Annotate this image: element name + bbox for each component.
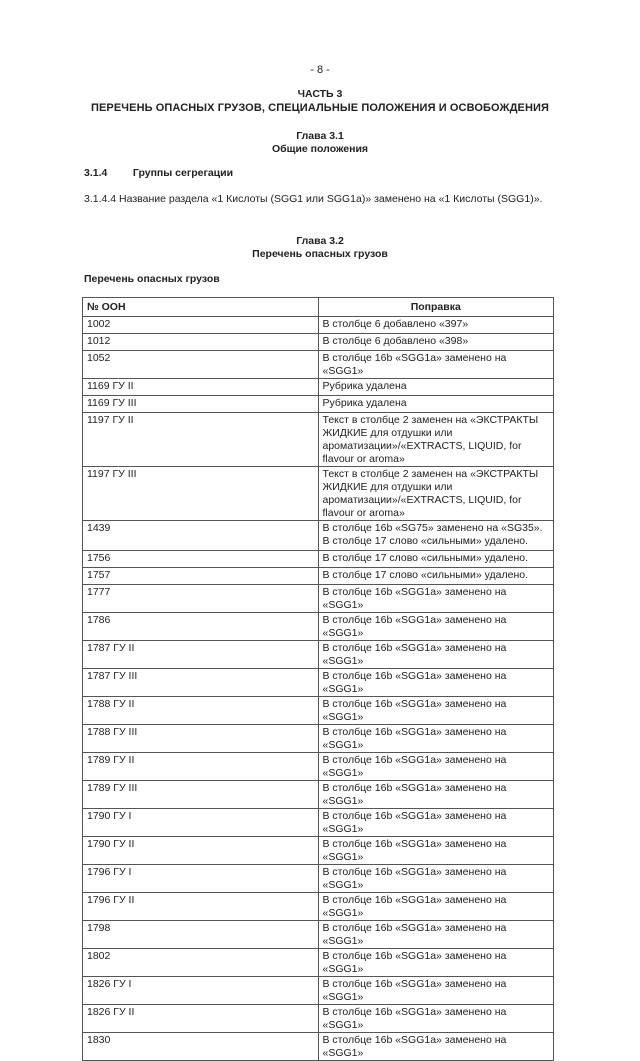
- amendment-cell: В столбце 16b «SGG1a» заменено на «SGG1»: [318, 837, 554, 865]
- un-number-cell: 1787 ГУ II: [83, 641, 319, 669]
- un-number-cell: 1787 ГУ III: [83, 669, 319, 697]
- chapter-1-number: Глава 3.1: [296, 130, 344, 142]
- amendment-cell: Рубрика удалена: [318, 379, 554, 396]
- un-number-cell: 1788 ГУ III: [83, 725, 319, 753]
- table-row: [83, 613, 554, 641]
- amendment-cell: В столбце 17 слово «сильными» удалено.: [318, 568, 554, 585]
- amendment-cell: В столбце 16b «SGG1a» заменено на «SGG1»: [318, 697, 554, 725]
- table-row: [83, 753, 554, 781]
- table-row: [83, 893, 554, 921]
- un-number-cell: 1002: [83, 317, 319, 334]
- amendment-cell: В столбце 16b «SGG1a» заменено на «SGG1»: [318, 351, 554, 379]
- table-row: [83, 521, 554, 551]
- table-row: [83, 1033, 554, 1061]
- un-number-cell: 1802: [83, 949, 319, 977]
- un-number-cell: 1826 ГУ II: [83, 1005, 319, 1033]
- un-number-cell: 1169 ГУ III: [83, 396, 319, 413]
- amendment-cell: В столбце 16b «SG75» заменено на «SG35». В столбце 17 слово «сильными» удалено.: [318, 521, 554, 551]
- table-row: [83, 837, 554, 865]
- table-row: [83, 317, 554, 334]
- amendments-table: [82, 297, 554, 1061]
- un-number-cell: 1439: [83, 521, 319, 551]
- table-row: [83, 334, 554, 351]
- section-heading: [84, 167, 233, 179]
- un-number-cell: 1790 ГУ I: [83, 809, 319, 837]
- table-row: [83, 551, 554, 568]
- amendment-cell: Рубрика удалена: [318, 396, 554, 413]
- amendment-cell: В столбце 16b «SGG1a» заменено на «SGG1»: [318, 585, 554, 613]
- table-row: [83, 725, 554, 753]
- table-row: [83, 781, 554, 809]
- table-row: [83, 396, 554, 413]
- table-row: [83, 568, 554, 585]
- table-row: [83, 865, 554, 893]
- un-number-cell: 1777: [83, 585, 319, 613]
- section-number: 3.1.4: [84, 167, 108, 179]
- part-heading: ЧАСТЬ 3: [297, 88, 343, 100]
- amendment-cell: В столбце 16b «SGG1a» заменено на «SGG1»: [318, 725, 554, 753]
- un-number-cell: 1790 ГУ II: [83, 837, 319, 865]
- amendment-paragraph: 3.1.4.4 Название раздела «1 Кислоты (SGG1 или SGG1a)» заменено на «1 Кислоты (SGG1)».: [84, 193, 543, 205]
- table-row: [83, 697, 554, 725]
- amendment-cell: В столбце 16b «SGG1a» заменено на «SGG1»: [318, 809, 554, 837]
- amendment-cell: В столбце 16b «SGG1a» заменено на «SGG1»: [318, 1005, 554, 1033]
- un-number-cell: 1789 ГУ III: [83, 781, 319, 809]
- table-row: [83, 949, 554, 977]
- table-row: [83, 921, 554, 949]
- list-heading: Перечень опасных грузов: [84, 273, 220, 285]
- section-title: Группы сегрегации: [132, 167, 234, 179]
- un-number-cell: 1197 ГУ II: [83, 413, 319, 467]
- table-row: [83, 351, 554, 379]
- un-number-cell: 1788 ГУ II: [83, 697, 319, 725]
- table-row: [83, 585, 554, 613]
- amendment-cell: В столбце 6 добавлено «397»: [318, 317, 554, 334]
- amendment-cell: В столбце 16b «SGG1a» заменено на «SGG1»: [318, 753, 554, 781]
- chapter-2-number: Глава 3.2: [296, 235, 344, 247]
- un-number-cell: 1756: [83, 551, 319, 568]
- un-number-cell: 1197 ГУ III: [83, 467, 319, 521]
- amendment-cell: В столбце 6 добавлено «398»: [318, 334, 554, 351]
- amendment-cell: В столбце 16b «SGG1a» заменено на «SGG1»: [318, 949, 554, 977]
- table-row: [83, 809, 554, 837]
- un-number-cell: 1169 ГУ II: [83, 379, 319, 396]
- amendment-cell: В столбце 16b «SGG1a» заменено на «SGG1»: [318, 669, 554, 697]
- amendment-cell: В столбце 16b «SGG1a» заменено на «SGG1»: [318, 921, 554, 949]
- amendment-cell: В столбце 16b «SGG1a» заменено на «SGG1»: [318, 641, 554, 669]
- table-row: [83, 467, 554, 521]
- page-number: - 8 -: [310, 64, 330, 76]
- table-header-row: [83, 298, 554, 317]
- table-row: [83, 1005, 554, 1033]
- table-row: [83, 641, 554, 669]
- un-number-cell: 1796 ГУ II: [83, 893, 319, 921]
- column-header-un: № ООН: [83, 298, 319, 317]
- amendment-cell: В столбце 16b «SGG1a» заменено на «SGG1»: [318, 1033, 554, 1061]
- column-header-amendment: Поправка: [318, 298, 554, 317]
- amendment-cell: В столбце 16b «SGG1a» заменено на «SGG1»: [318, 893, 554, 921]
- amendment-cell: Текст в столбце 2 заменен на «ЭКСТРАКТЫ ЖИДКИЕ для отдушки или ароматизации»/«EXTRACTS, LIQUID, for flavour or aroma»: [318, 467, 554, 521]
- un-number-cell: 1052: [83, 351, 319, 379]
- un-number-cell: 1830: [83, 1033, 319, 1061]
- amendment-cell: В столбце 17 слово «сильными» удалено.: [318, 551, 554, 568]
- amendment-cell: В столбце 16b «SGG1a» заменено на «SGG1»: [318, 865, 554, 893]
- part-title: ПЕРЕЧЕНЬ ОПАСНЫХ ГРУЗОВ, СПЕЦИАЛЬНЫЕ ПОЛОЖЕНИЯ И ОСВОБОЖДЕНИЯ: [90, 102, 550, 114]
- chapter-2-title: Перечень опасных грузов: [252, 248, 388, 260]
- table-row: [83, 669, 554, 697]
- table-row: [83, 413, 554, 467]
- un-number-cell: 1789 ГУ II: [83, 753, 319, 781]
- amendment-cell: В столбце 16b «SGG1a» заменено на «SGG1»: [318, 781, 554, 809]
- amendment-cell: В столбце 16b «SGG1a» заменено на «SGG1»: [318, 977, 554, 1005]
- un-number-cell: 1826 ГУ I: [83, 977, 319, 1005]
- un-number-cell: 1798: [83, 921, 319, 949]
- un-number-cell: 1786: [83, 613, 319, 641]
- un-number-cell: 1757: [83, 568, 319, 585]
- un-number-cell: 1012: [83, 334, 319, 351]
- un-number-cell: 1796 ГУ I: [83, 865, 319, 893]
- amendment-cell: Текст в столбце 2 заменен на «ЭКСТРАКТЫ ЖИДКИЕ для отдушки или ароматизации»/«EXTRACTS, LIQUID, for flavour or aroma»: [318, 413, 554, 467]
- amendment-cell: В столбце 16b «SGG1a» заменено на «SGG1»: [318, 613, 554, 641]
- table-row: [83, 977, 554, 1005]
- table-row: [83, 379, 554, 396]
- chapter-1-title: Общие положения: [271, 143, 369, 155]
